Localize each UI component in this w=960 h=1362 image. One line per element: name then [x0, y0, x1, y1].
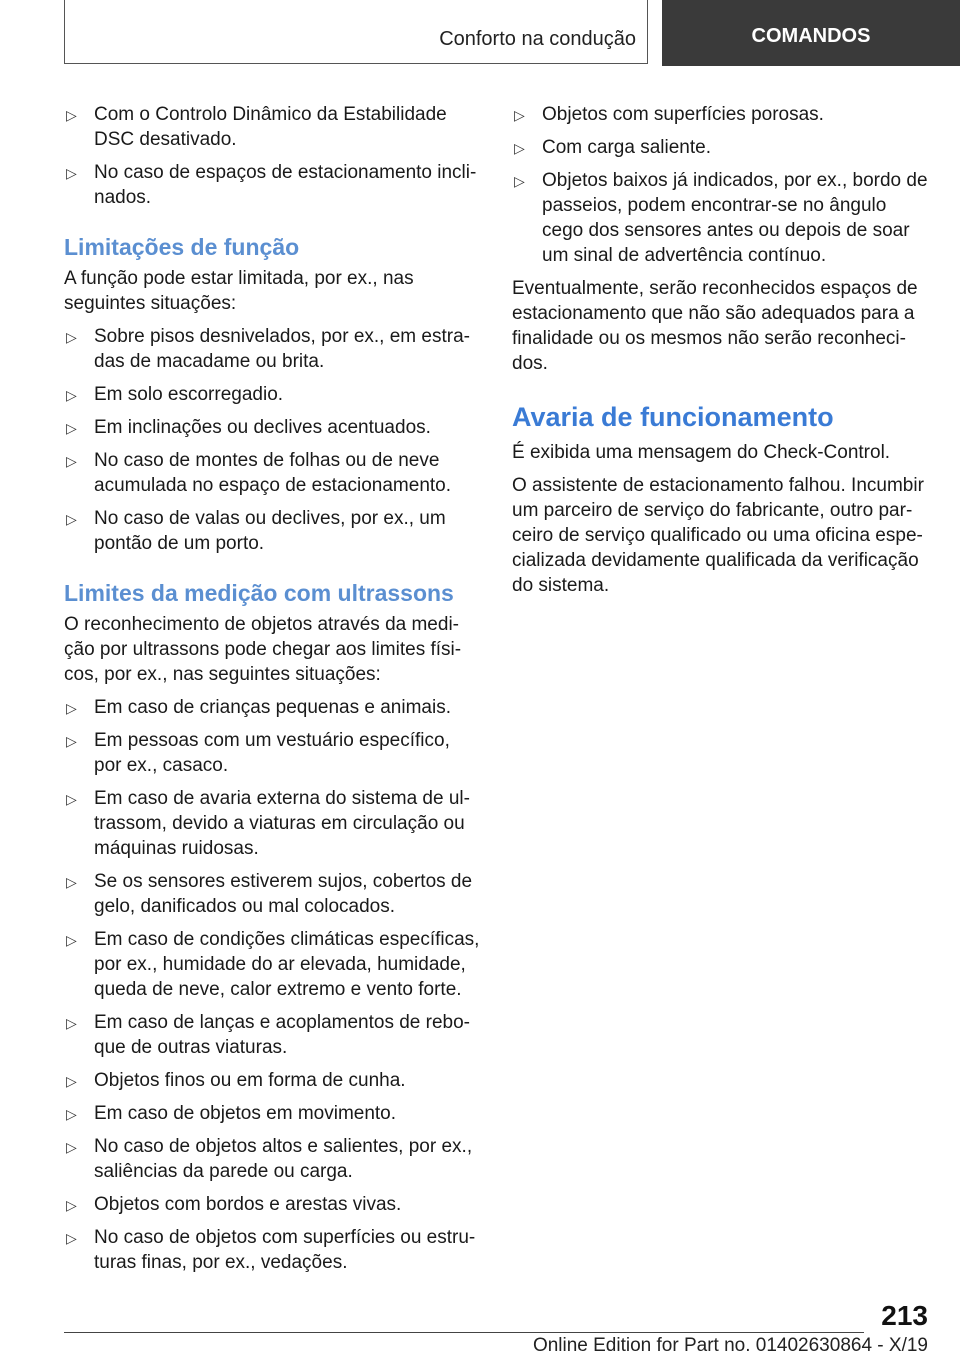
list-item: ▷ Em caso de objetos em movimento. — [64, 1101, 480, 1126]
section-intro: O reconhecimento de objetos através da medição por ultrassons pode chegar aos limites físicos, por ex., nas seguintes situações: — [64, 614, 462, 685]
list-item: ▷ Se os sensores estiverem sujos, cobertos de gelo, danificados ou mal colocados. — [66, 871, 473, 917]
body-paragraph: É exibida uma mensagem do Check-Control. — [512, 442, 891, 463]
bullet-triangle-icon: ▷ — [66, 733, 77, 749]
list-item: ▷ No caso de valas ou declives, por ex., um pontão de um porto. — [66, 508, 446, 554]
list-item: ▷ Em caso de crianças pequenas e animais. — [64, 695, 480, 720]
page-number: 213 — [881, 1300, 928, 1331]
continued-bullet-list — [512, 102, 930, 268]
list-item: ▷ Com carga saliente. — [512, 135, 930, 160]
bullet-triangle-icon: ▷ — [66, 791, 77, 807]
list-item: ▷ No caso de montes de folhas ou de neve acumulada no espaço de estacionamento. — [66, 450, 452, 496]
bullet-triangle-icon: ▷ — [66, 453, 77, 469]
list-item: ▷ No caso de objetos com superfícies ou estruturas finas, por ex., vedações. — [66, 1227, 476, 1273]
left-column — [64, 102, 480, 1283]
bullet-triangle-icon: ▷ — [66, 932, 77, 948]
footer-divider — [64, 1332, 864, 1333]
list-item: ▷ Em caso de lanças e acoplamentos de reboque de outras viaturas. — [66, 1012, 470, 1058]
list-item: ▷ No caso de espaços de estacionamento inclinados. — [66, 162, 477, 208]
section-intro: A função pode estar limitada, por ex., nas seguintes situações: — [64, 268, 414, 314]
list-item: ▷ Objetos finos ou em forma de cunha. — [64, 1068, 480, 1093]
chapter-tab-label: COMANDOS — [751, 24, 871, 47]
bullet-triangle-icon: ▷ — [514, 140, 525, 156]
bullet-triangle-icon: ▷ — [66, 1015, 77, 1031]
body-paragraph: O assistente de estacionamento falhou. Incumbir um parceiro de serviço do fabricante, outro parceiro de serviço qualificado ou uma oficina especializada devidamente qualificada da verificação do sistema. — [512, 475, 924, 596]
section-heading-limitations: Limitações de função — [64, 234, 300, 260]
list-item: ▷ Com o Controlo Dinâmico da Estabilidade DSC desativado. — [66, 104, 447, 150]
bullet-triangle-icon: ▷ — [66, 329, 77, 345]
bullet-triangle-icon: ▷ — [66, 1073, 77, 1089]
section-heading-malfunction: Avaria de funcionamento — [512, 402, 834, 432]
list-item: ▷ No caso de objetos altos e salientes, por ex., saliências da parede ou carga. — [66, 1136, 473, 1182]
list-item: ▷ Objetos com bordos e arestas vivas. — [64, 1192, 480, 1217]
bullet-triangle-icon: ▷ — [514, 173, 525, 189]
bullet-triangle-icon: ▷ — [66, 700, 77, 716]
bullet-triangle-icon: ▷ — [66, 1106, 77, 1122]
list-item: ▷ Objetos baixos já indicados, por ex., bordo de passeios, podem encontrar-se no ângulo cego dos sensores antes ou depois de soar um sinal de advertência contínuo. — [514, 170, 928, 266]
bullet-triangle-icon: ▷ — [66, 874, 77, 890]
bullet-triangle-icon: ▷ — [66, 1230, 77, 1246]
bullet-triangle-icon: ▷ — [66, 1139, 77, 1155]
bullet-triangle-icon: ▷ — [66, 511, 77, 527]
list-item: ▷ Em caso de condições climáticas específicas, por ex., humidade do ar elevada, humidade, queda de neve, calor extremo e vento forte. — [66, 929, 480, 1000]
list-item: ▷ Em solo escorregadio. — [64, 382, 480, 407]
list-item: ▷ Objetos com superfícies porosas. — [512, 102, 930, 127]
bullet-triangle-icon: ▷ — [66, 387, 77, 403]
chapter-tab — [662, 0, 960, 66]
list-item: ▷ Em inclinações ou declives acentuados. — [64, 415, 480, 440]
section-heading-ultrasound-limits: Limites da medição com ultrassons — [64, 580, 454, 606]
body-paragraph: Eventualmente, serão reconhecidos espaços de estacionamento que não são adequados para a finalidade ou os mesmos não serão reconhecidos. — [512, 278, 918, 374]
bullet-triangle-icon: ▷ — [66, 420, 77, 436]
bullet-triangle-icon: ▷ — [66, 165, 77, 181]
bullet-triangle-icon: ▷ — [66, 1197, 77, 1213]
limitations-bullet-list — [64, 324, 480, 556]
ultrasound-bullet-list — [64, 695, 480, 1275]
right-column — [512, 102, 930, 606]
intro-bullet-list — [64, 102, 480, 210]
bullet-triangle-icon: ▷ — [66, 107, 77, 123]
list-item: ▷ Sobre pisos desnivelados, por ex., em estradas de macadame ou brita. — [66, 326, 470, 372]
section-title: Conforto na condução — [439, 28, 636, 50]
list-item: ▷ Em caso de avaria externa do sistema de ultrassom, devido a viaturas em circulação ou máquinas ruidosas. — [66, 788, 470, 859]
list-item: ▷ Em pessoas com um vestuário específico, por ex., casaco. — [66, 730, 450, 776]
edition-note: Online Edition for Part no. 01402630864 - X/19 — [532, 1335, 928, 1356]
bullet-triangle-icon: ▷ — [514, 107, 525, 123]
